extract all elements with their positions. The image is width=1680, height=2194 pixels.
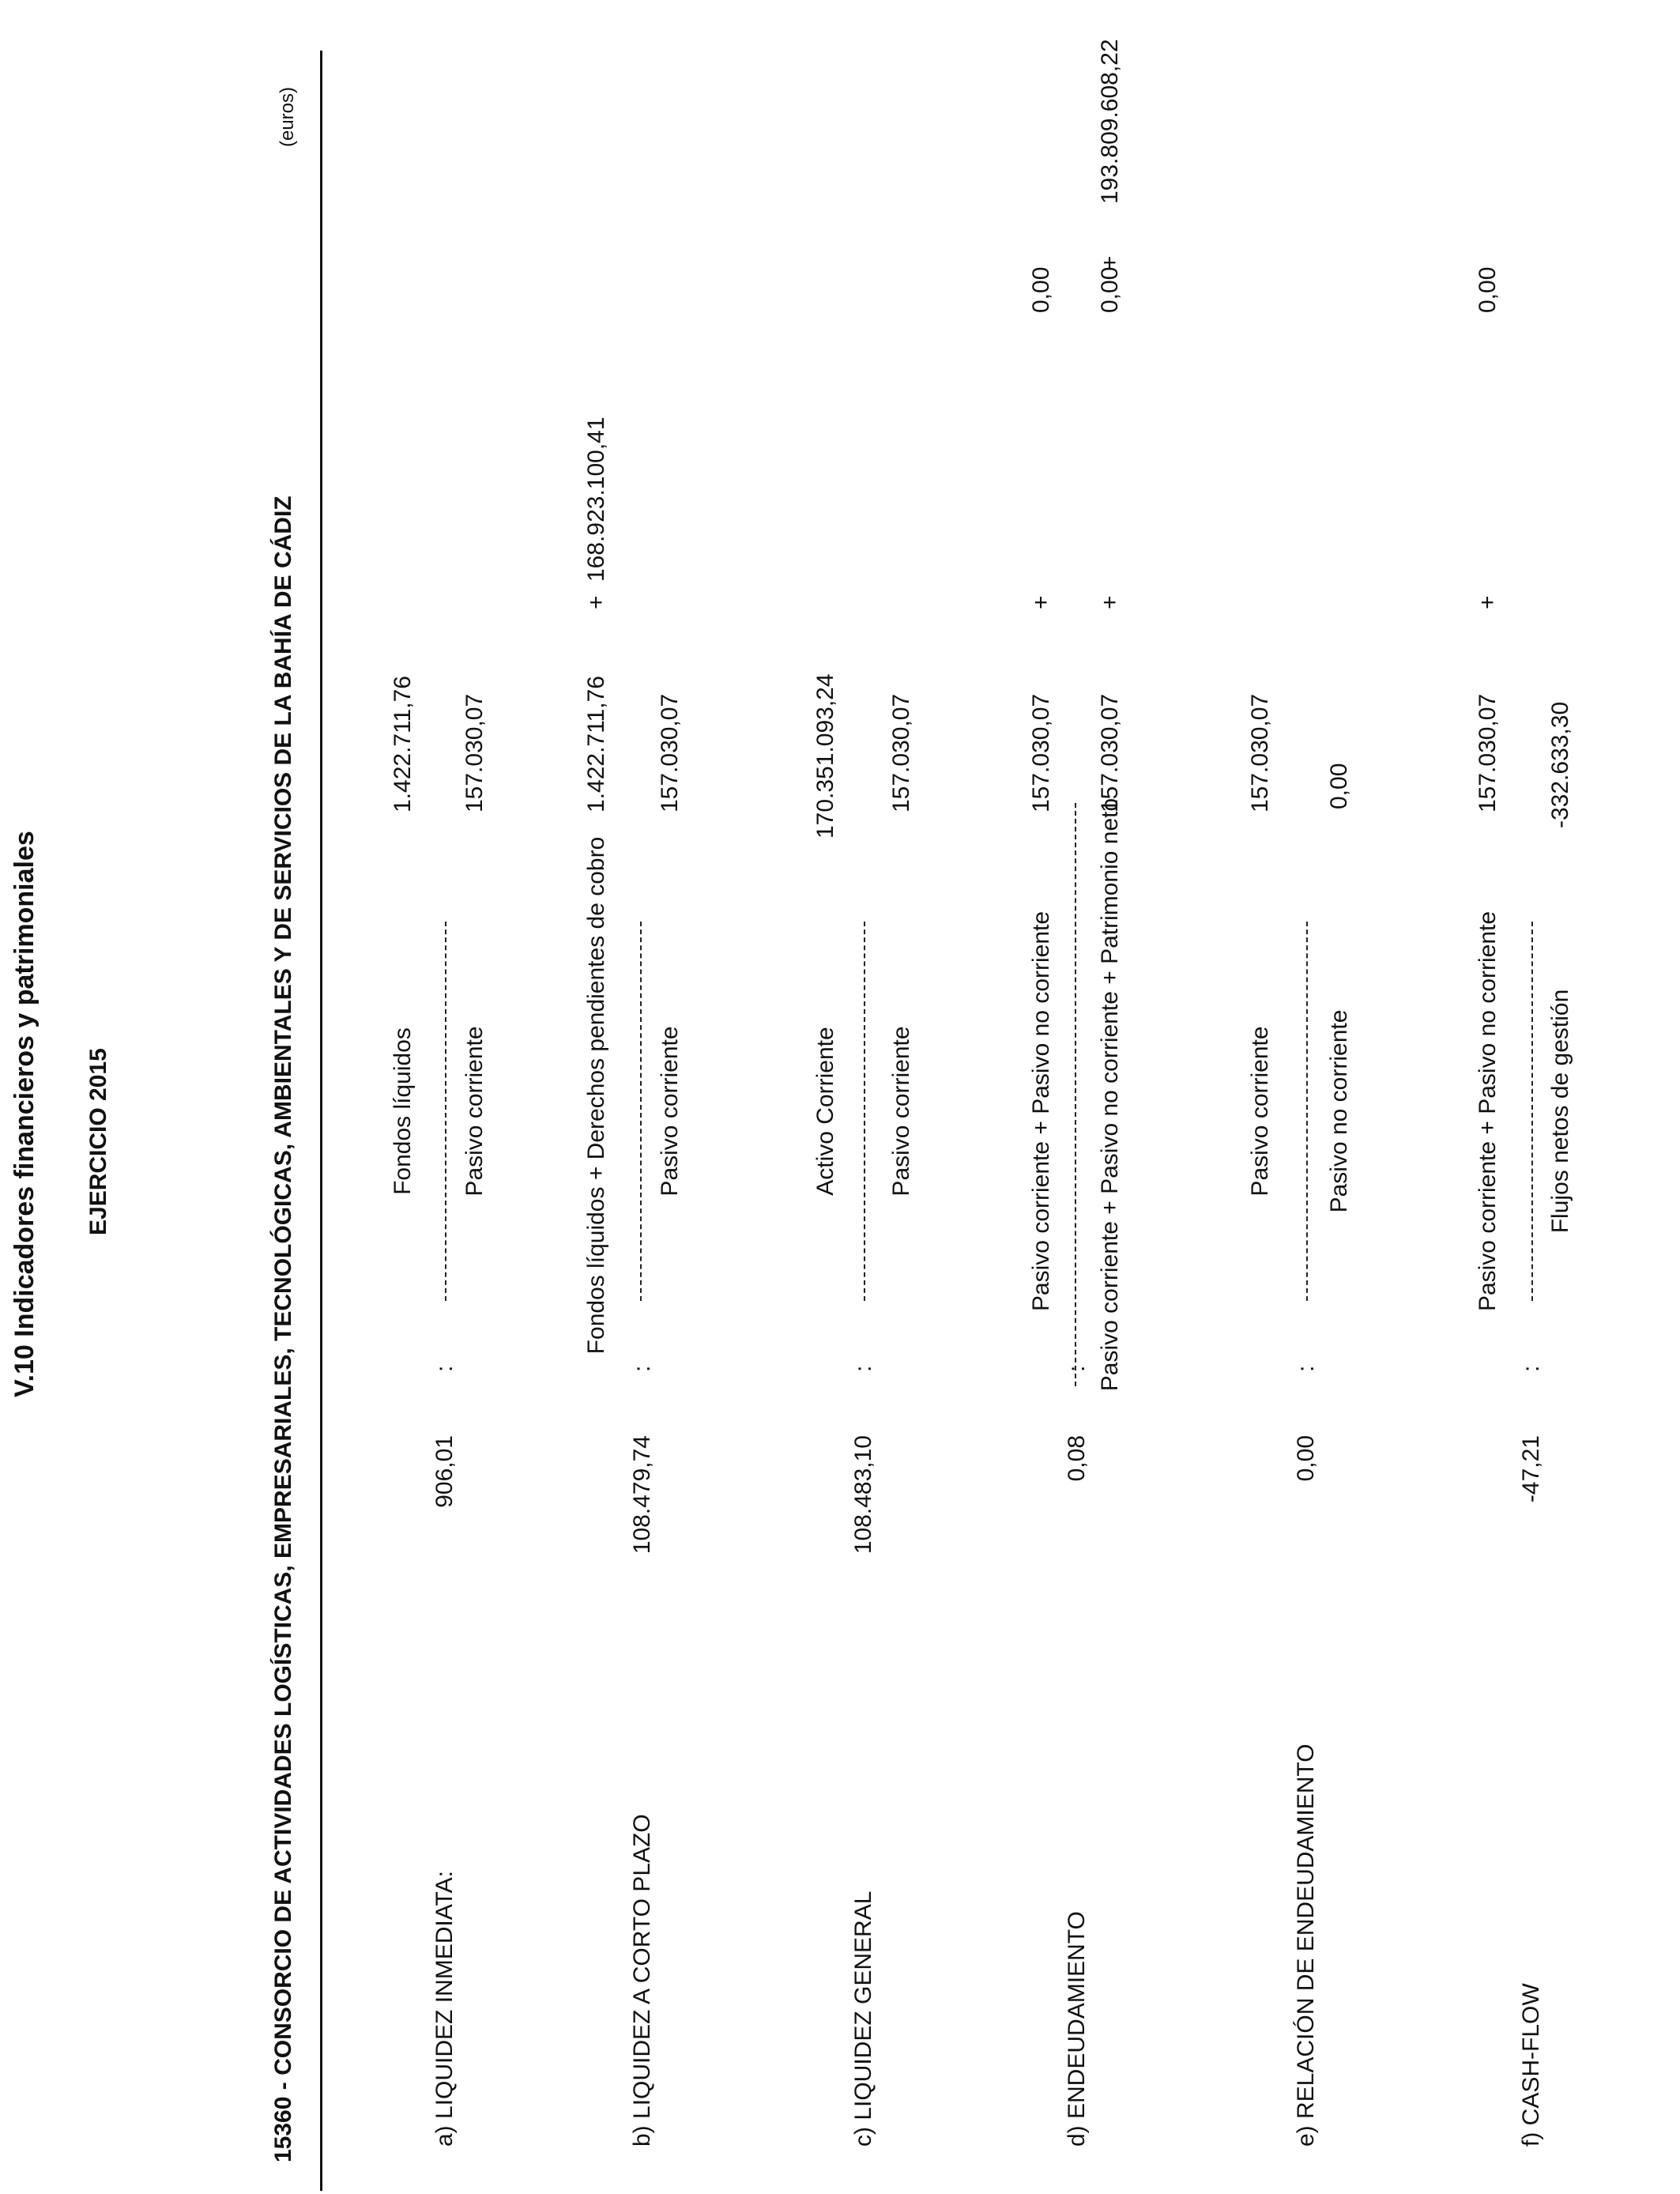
ratio-colon: : xyxy=(431,1365,458,1372)
indicator-label: c) LIQUIDEZ GENERAL xyxy=(850,1891,876,2147)
ratio-colon: : xyxy=(1064,1365,1090,1372)
indicator-label: b) LIQUIDEZ A CORTO PLAZO xyxy=(629,1814,655,2147)
report-title: V.10 Indicadores financieros y patrimoniales xyxy=(9,831,40,1397)
numerator-amount: 157.030,07 xyxy=(1028,693,1054,812)
fraction-line xyxy=(864,922,865,1301)
numerator-amount: 157.030,07 xyxy=(1247,693,1273,812)
indicator-value: 108.479,74 xyxy=(629,1435,655,1555)
ratio-denominator: Flujos netos de gestión xyxy=(1547,989,1573,1234)
indicator-value: 0,00 xyxy=(1293,1435,1319,1482)
numerator-amount: 157.030,07 xyxy=(1475,693,1501,812)
fraction-line xyxy=(640,922,642,1301)
numerator-amount: 0,00 xyxy=(1028,266,1054,313)
ratio-denominator: Pasivo corriente xyxy=(461,1026,488,1197)
indicator-value: 906,01 xyxy=(431,1435,458,1508)
indicator-label: f) CASH-FLOW xyxy=(1518,1983,1544,2147)
plus-sign: + xyxy=(1475,595,1501,609)
indicator-label: e) RELACIÓN DE ENDEUDAMIENTO xyxy=(1293,1744,1319,2147)
indicator-value: 108.483,10 xyxy=(850,1435,876,1555)
ratio-numerator: Fondos líquidos + Derechos pendientes de cobro xyxy=(583,836,609,1355)
fraction-line xyxy=(1306,922,1308,1301)
fraction-line xyxy=(1075,803,1076,1386)
denominator-amount: -332.633,30 xyxy=(1547,701,1573,828)
ratio-denominator: Pasivo no corriente xyxy=(1326,1009,1352,1213)
plus-sign: + xyxy=(583,595,609,609)
ratio-colon: : xyxy=(1518,1365,1544,1372)
numerator-amount: 1.422.711,76 xyxy=(390,676,416,812)
numerator-amount: 168.923.100,41 xyxy=(583,417,609,582)
denominator-amount: 157.030,07 xyxy=(657,693,683,812)
ratio-denominator: Pasivo corriente + Pasivo no corriente + Patrimonio neto xyxy=(1097,797,1123,1392)
ratio-numerator: Pasivo corriente xyxy=(1247,1026,1273,1197)
fraction-line xyxy=(1531,922,1533,1301)
ratio-colon: : xyxy=(629,1365,655,1372)
plus-sign: + xyxy=(1097,255,1123,270)
ratio-denominator: Pasivo corriente xyxy=(888,1026,914,1197)
plus-sign: + xyxy=(1097,595,1123,609)
ratio-colon: : xyxy=(1293,1365,1319,1372)
indicator-label: a) LIQUIDEZ INMEDIATA: xyxy=(431,1871,458,2147)
header-rule xyxy=(320,51,322,2191)
numerator-amount: 0,00 xyxy=(1475,266,1501,313)
denominator-amount: 157.030,07 xyxy=(1097,693,1123,812)
fiscal-year: EJERCICIO 2015 xyxy=(85,1048,111,1235)
ratio-denominator: Pasivo corriente xyxy=(657,1026,683,1197)
ratio-numerator: Pasivo corriente + Pasivo no corriente xyxy=(1475,910,1501,1312)
numerator-amount: 170.351.093,24 xyxy=(812,673,838,839)
numerator-amount: 1.422.711,76 xyxy=(583,676,609,812)
indicator-value: -47,21 xyxy=(1518,1435,1544,1503)
ratio-numerator: Pasivo corriente + Pasivo no corriente xyxy=(1028,910,1054,1312)
denominator-amount: 0,00 xyxy=(1097,266,1123,313)
fraction-line xyxy=(445,922,446,1301)
ratio-numerator: Fondos líquidos xyxy=(390,1027,416,1195)
plus-sign: + xyxy=(1028,595,1054,609)
ratio-colon: : xyxy=(850,1365,876,1372)
indicator-value: 0,08 xyxy=(1064,1435,1090,1482)
denominator-amount: 0,00 xyxy=(1326,763,1352,809)
ratio-numerator: Activo Corriente xyxy=(812,1027,838,1196)
denominator-amount: 193.809.608,22 xyxy=(1097,39,1123,204)
denominator-amount: 157.030,07 xyxy=(461,693,488,812)
entity-name: 15360 - CONSORCIO DE ACTIVIDADES LOGÍSTICAS, EMPRESARIALES, TECNOLÓGICAS, AMBIENTALES Y DE SERVICIOS DE LA BAHÍA DE CÁDIZ xyxy=(270,496,296,2162)
indicator-label: d) ENDEUDAMIENTO xyxy=(1064,1911,1090,2147)
currency-unit: (euros) xyxy=(277,86,298,147)
denominator-amount: 157.030,07 xyxy=(888,693,914,812)
